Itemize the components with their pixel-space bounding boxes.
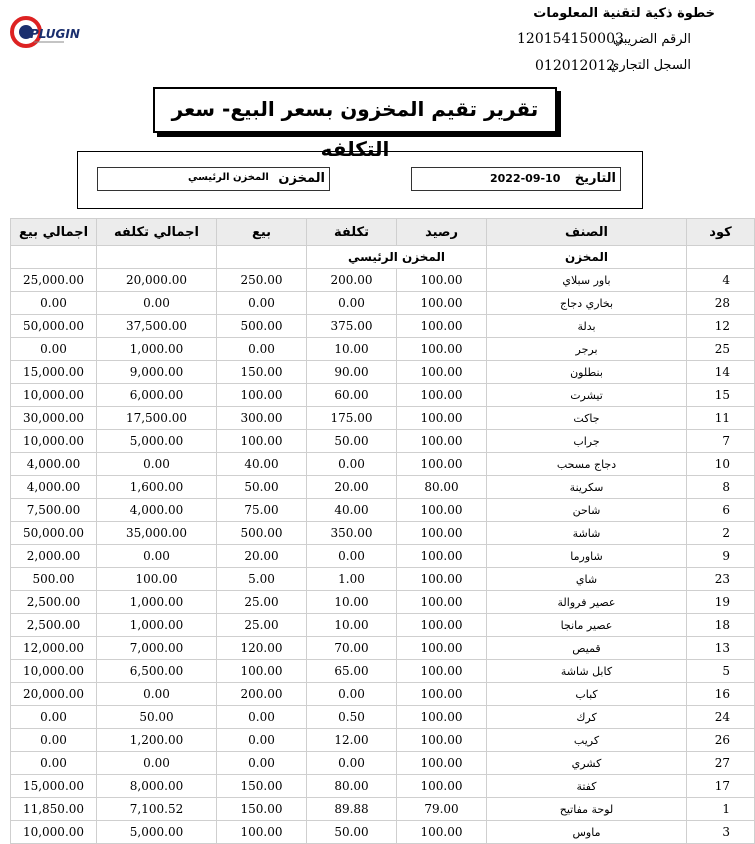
cell-sale: 0.00 xyxy=(217,338,307,361)
cell-total-sale: 500.00 xyxy=(11,568,97,591)
cell-balance: 100.00 xyxy=(397,499,487,522)
cell-cost: 10.00 xyxy=(307,591,397,614)
cell-cost: 175.00 xyxy=(307,407,397,430)
cell-code: 28 xyxy=(687,292,755,315)
cell-cost: 200.00 xyxy=(307,269,397,292)
cell-cost: 12.00 xyxy=(307,729,397,752)
table-row xyxy=(11,821,755,844)
cell-item: بدلة xyxy=(487,315,687,338)
cell-item: كشري xyxy=(487,752,687,775)
cell-sale: 120.00 xyxy=(217,637,307,660)
cell-total-sale: 0.00 xyxy=(11,752,97,775)
cell-sale: 75.00 xyxy=(217,499,307,522)
cr-number-value: 012012012 xyxy=(535,58,616,74)
header-cost: تكلفة xyxy=(307,219,397,246)
cell-item: بنطلون xyxy=(487,361,687,384)
table-row xyxy=(11,545,755,568)
cell-cost: 0.00 xyxy=(307,292,397,315)
table-row xyxy=(11,476,755,499)
cell-sale: 50.00 xyxy=(217,476,307,499)
cell-sale: 500.00 xyxy=(217,522,307,545)
cell-code: 13 xyxy=(687,637,755,660)
cell-balance: 100.00 xyxy=(397,821,487,844)
cell-cost: 375.00 xyxy=(307,315,397,338)
cell-total-cost: 37,500.00 xyxy=(97,315,217,338)
cell-balance: 100.00 xyxy=(397,430,487,453)
cell-cost: 0.50 xyxy=(307,706,397,729)
cell-item: كباب xyxy=(487,683,687,706)
date-field xyxy=(411,167,621,191)
header-item: الصنف xyxy=(487,219,687,246)
cell-code: 23 xyxy=(687,568,755,591)
cell-total-cost: 4,000.00 xyxy=(97,499,217,522)
date-value: 2022-09-10 xyxy=(490,172,561,185)
cell-total-cost: 100.00 xyxy=(97,568,217,591)
cell-item: شاورما xyxy=(487,545,687,568)
cell-total-cost: 0.00 xyxy=(97,752,217,775)
date-label: التاريخ xyxy=(574,171,616,186)
table-row xyxy=(11,407,755,430)
cell-balance: 100.00 xyxy=(397,706,487,729)
table-row xyxy=(11,729,755,752)
table-row xyxy=(11,315,755,338)
store-label: المخزن xyxy=(278,171,325,186)
cell-code: 25 xyxy=(687,338,755,361)
cell-sale: 250.00 xyxy=(217,269,307,292)
group-label: المخزن xyxy=(487,246,687,269)
table-row xyxy=(11,637,755,660)
cell-code: 10 xyxy=(687,453,755,476)
company-name: خطوة ذكية لتقنية المعلومات xyxy=(533,6,715,21)
header-balance: رصيد xyxy=(397,219,487,246)
cell-total-cost: 7,000.00 xyxy=(97,637,217,660)
cell-item: سكرينة xyxy=(487,476,687,499)
cell-total-cost: 20,000.00 xyxy=(97,269,217,292)
cell-cost: 80.00 xyxy=(307,775,397,798)
header-total-cost: اجمالي تكلفه xyxy=(97,219,217,246)
company-logo xyxy=(8,12,80,54)
cell-sale: 500.00 xyxy=(217,315,307,338)
cell-total-cost: 1,000.00 xyxy=(97,591,217,614)
cell-total-cost: 8,000.00 xyxy=(97,775,217,798)
cell-balance: 100.00 xyxy=(397,568,487,591)
cell-item: قميص xyxy=(487,637,687,660)
cell-balance: 100.00 xyxy=(397,545,487,568)
cell-code: 6 xyxy=(687,499,755,522)
cell-sale: 5.00 xyxy=(217,568,307,591)
cell-code: 19 xyxy=(687,591,755,614)
cell-balance: 100.00 xyxy=(397,660,487,683)
cell-balance: 100.00 xyxy=(397,775,487,798)
tax-number-value: 120154150003 xyxy=(517,31,624,47)
cell-balance: 80.00 xyxy=(397,476,487,499)
header-code: كود xyxy=(687,219,755,246)
table-row xyxy=(11,775,755,798)
cell-sale: 100.00 xyxy=(217,821,307,844)
cell-sale: 200.00 xyxy=(217,683,307,706)
cell-item: كابل شاشة xyxy=(487,660,687,683)
cell-balance: 100.00 xyxy=(397,522,487,545)
cell-item: كريب xyxy=(487,729,687,752)
cell-sale: 300.00 xyxy=(217,407,307,430)
tax-number-label: الرقم الضريبي xyxy=(612,32,691,47)
cell-sale: 0.00 xyxy=(217,292,307,315)
cell-item: ماوس xyxy=(487,821,687,844)
cell-sale: 25.00 xyxy=(217,614,307,637)
cell-item: تيشرت xyxy=(487,384,687,407)
cell-total-cost: 6,500.00 xyxy=(97,660,217,683)
table-row xyxy=(11,522,755,545)
cell-item: شاحن xyxy=(487,499,687,522)
cell-total-sale: 20,000.00 xyxy=(11,683,97,706)
cell-code: 17 xyxy=(687,775,755,798)
cell-total-cost: 7,100.52 xyxy=(97,798,217,821)
table-row xyxy=(11,683,755,706)
cell-total-sale: 12,000.00 xyxy=(11,637,97,660)
cell-sale: 150.00 xyxy=(217,361,307,384)
cell-sale: 100.00 xyxy=(217,660,307,683)
table-row xyxy=(11,752,755,775)
cell-cost: 0.00 xyxy=(307,453,397,476)
cell-balance: 100.00 xyxy=(397,361,487,384)
cell-total-sale: 0.00 xyxy=(11,729,97,752)
table-row xyxy=(11,338,755,361)
cell-item: بخاري دجاج xyxy=(487,292,687,315)
cell-code: 2 xyxy=(687,522,755,545)
cell-total-cost: 35,000.00 xyxy=(97,522,217,545)
cell-total-cost: 0.00 xyxy=(97,292,217,315)
cell-balance: 100.00 xyxy=(397,453,487,476)
cell-total-cost: 0.00 xyxy=(97,683,217,706)
cell-code: 15 xyxy=(687,384,755,407)
cell-total-sale: 30,000.00 xyxy=(11,407,97,430)
cell-total-cost: 6,000.00 xyxy=(97,384,217,407)
cell-balance: 100.00 xyxy=(397,614,487,637)
cell-code: 26 xyxy=(687,729,755,752)
cell-cost: 0.00 xyxy=(307,683,397,706)
cell-cost: 0.00 xyxy=(307,752,397,775)
table-row xyxy=(11,430,755,453)
table-row xyxy=(11,706,755,729)
cell-code: 9 xyxy=(687,545,755,568)
cell-balance: 100.00 xyxy=(397,384,487,407)
cell-cost: 0.00 xyxy=(307,545,397,568)
cell-sale: 0.00 xyxy=(217,729,307,752)
cell-balance: 100.00 xyxy=(397,683,487,706)
cell-sale: 0.00 xyxy=(217,706,307,729)
table-row xyxy=(11,292,755,315)
cell-total-sale: 0.00 xyxy=(11,706,97,729)
cell-cost: 70.00 xyxy=(307,637,397,660)
cell-cost: 40.00 xyxy=(307,499,397,522)
cell-item: باور سبلاي xyxy=(487,269,687,292)
cell-item: جراب xyxy=(487,430,687,453)
cell-total-sale: 10,000.00 xyxy=(11,430,97,453)
cell-item: برجر xyxy=(487,338,687,361)
report-title: تقرير تقيم المخزون بسعر البيع- سعر التكلفه xyxy=(153,87,557,133)
table-row xyxy=(11,660,755,683)
cell-sale: 150.00 xyxy=(217,775,307,798)
cell-item: كرك xyxy=(487,706,687,729)
cell-sale: 20.00 xyxy=(217,545,307,568)
table-row xyxy=(11,499,755,522)
cell-balance: 100.00 xyxy=(397,292,487,315)
cell-item: شاي xyxy=(487,568,687,591)
cell-cost: 60.00 xyxy=(307,384,397,407)
cell-code: 3 xyxy=(687,821,755,844)
table-row xyxy=(11,798,755,821)
table-row xyxy=(11,614,755,637)
cell-cost: 10.00 xyxy=(307,338,397,361)
cell-item: لوحة مفاتيح xyxy=(487,798,687,821)
cell-total-sale: 10,000.00 xyxy=(11,384,97,407)
cell-total-cost: 9,000.00 xyxy=(97,361,217,384)
table-row xyxy=(11,568,755,591)
cell-cost: 89.88 xyxy=(307,798,397,821)
cell-sale: 0.00 xyxy=(217,752,307,775)
cell-total-cost: 1,000.00 xyxy=(97,338,217,361)
cell-code: 5 xyxy=(687,660,755,683)
cell-total-cost: 5,000.00 xyxy=(97,821,217,844)
cell-total-sale: 4,000.00 xyxy=(11,476,97,499)
cell-balance: 100.00 xyxy=(397,752,487,775)
cell-code: 14 xyxy=(687,361,755,384)
cell-total-sale: 4,000.00 xyxy=(11,453,97,476)
cell-total-cost: 0.00 xyxy=(97,545,217,568)
cell-total-cost: 0.00 xyxy=(97,453,217,476)
cell-cost: 50.00 xyxy=(307,821,397,844)
cell-total-sale: 15,000.00 xyxy=(11,775,97,798)
cell-total-sale: 2,500.00 xyxy=(11,614,97,637)
cell-total-sale: 2,500.00 xyxy=(11,591,97,614)
cell-code: 7 xyxy=(687,430,755,453)
cell-total-sale: 50,000.00 xyxy=(11,315,97,338)
cell-balance: 100.00 xyxy=(397,269,487,292)
inventory-valuation-table xyxy=(10,218,755,844)
cell-balance: 79.00 xyxy=(397,798,487,821)
cell-cost: 90.00 xyxy=(307,361,397,384)
cell-sale: 100.00 xyxy=(217,384,307,407)
logo-text: PLUGIN xyxy=(30,27,80,41)
table-row xyxy=(11,384,755,407)
cr-number-label: السجل التجاري xyxy=(609,58,691,73)
cell-item: عصير فروالة xyxy=(487,591,687,614)
cell-balance: 100.00 xyxy=(397,315,487,338)
cell-item: عصير مانجا xyxy=(487,614,687,637)
cell-sale: 40.00 xyxy=(217,453,307,476)
store-value: المخزن الرئيسي xyxy=(188,172,269,183)
table-row xyxy=(11,453,755,476)
cell-item: شاشة xyxy=(487,522,687,545)
cell-balance: 100.00 xyxy=(397,729,487,752)
table-row xyxy=(11,361,755,384)
cell-cost: 10.00 xyxy=(307,614,397,637)
cell-sale: 150.00 xyxy=(217,798,307,821)
cell-total-sale: 10,000.00 xyxy=(11,660,97,683)
cell-code: 24 xyxy=(687,706,755,729)
cell-code: 16 xyxy=(687,683,755,706)
cell-total-sale: 7,500.00 xyxy=(11,499,97,522)
cell-cost: 50.00 xyxy=(307,430,397,453)
cell-item: دجاج مسحب xyxy=(487,453,687,476)
group-row xyxy=(11,246,755,269)
cell-total-sale: 0.00 xyxy=(11,292,97,315)
header-sale: بيع xyxy=(217,219,307,246)
cell-total-cost: 1,000.00 xyxy=(97,614,217,637)
cell-total-cost: 1,600.00 xyxy=(97,476,217,499)
cell-code: 27 xyxy=(687,752,755,775)
cell-code: 4 xyxy=(687,269,755,292)
cell-sale: 100.00 xyxy=(217,430,307,453)
cell-balance: 100.00 xyxy=(397,407,487,430)
cell-total-sale: 15,000.00 xyxy=(11,361,97,384)
cell-code: 1 xyxy=(687,798,755,821)
filter-panel xyxy=(77,151,643,209)
cell-item: كفتة xyxy=(487,775,687,798)
cell-total-sale: 11,850.00 xyxy=(11,798,97,821)
cell-total-sale: 0.00 xyxy=(11,338,97,361)
table-row xyxy=(11,269,755,292)
cell-total-sale: 10,000.00 xyxy=(11,821,97,844)
cell-code: 8 xyxy=(687,476,755,499)
cell-total-sale: 25,000.00 xyxy=(11,269,97,292)
cell-code: 18 xyxy=(687,614,755,637)
cell-code: 11 xyxy=(687,407,755,430)
cell-cost: 65.00 xyxy=(307,660,397,683)
cell-balance: 100.00 xyxy=(397,637,487,660)
store-field xyxy=(97,167,330,191)
cell-sale: 25.00 xyxy=(217,591,307,614)
cell-total-cost: 5,000.00 xyxy=(97,430,217,453)
cell-total-sale: 2,000.00 xyxy=(11,545,97,568)
cell-balance: 100.00 xyxy=(397,591,487,614)
table-header-row xyxy=(11,219,755,246)
cell-total-cost: 1,200.00 xyxy=(97,729,217,752)
cell-cost: 20.00 xyxy=(307,476,397,499)
group-value: المخزن الرئيسي xyxy=(307,246,487,269)
table-row xyxy=(11,591,755,614)
cell-cost: 1.00 xyxy=(307,568,397,591)
header-total-sale: اجمالي بيع xyxy=(11,219,97,246)
cell-total-cost: 17,500.00 xyxy=(97,407,217,430)
cell-total-cost: 50.00 xyxy=(97,706,217,729)
cell-balance: 100.00 xyxy=(397,338,487,361)
cell-cost: 350.00 xyxy=(307,522,397,545)
cell-total-sale: 50,000.00 xyxy=(11,522,97,545)
cell-code: 12 xyxy=(687,315,755,338)
cell-item: جاكت xyxy=(487,407,687,430)
